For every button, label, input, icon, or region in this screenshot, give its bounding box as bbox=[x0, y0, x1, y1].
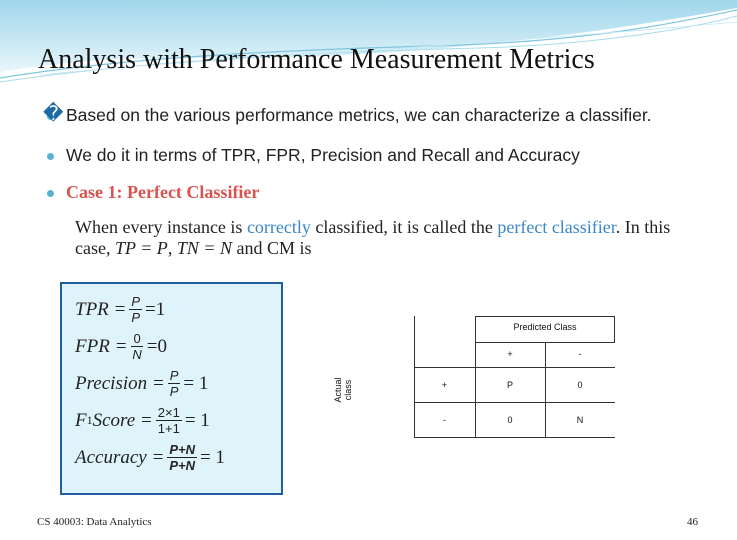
page-number: 46 bbox=[687, 516, 698, 528]
numerator: 0 bbox=[133, 331, 141, 346]
denominator: P+N bbox=[169, 458, 195, 473]
bullet-dot bbox=[47, 153, 54, 160]
formula-tpr bbox=[75, 294, 165, 325]
formula-rhs: = 1 bbox=[183, 372, 209, 394]
denominator: P bbox=[131, 310, 141, 325]
cm-cell-tn: N bbox=[576, 415, 584, 425]
row-header-positive: + bbox=[441, 380, 448, 390]
fraction bbox=[156, 405, 182, 436]
denominator: 1+1 bbox=[157, 421, 180, 436]
case-description bbox=[75, 217, 685, 259]
formula-lhs: FPR = bbox=[75, 335, 128, 357]
formula-box bbox=[60, 282, 283, 495]
bullet-dot bbox=[47, 190, 54, 197]
numerator: P bbox=[169, 368, 179, 383]
col-header-positive: + bbox=[507, 349, 513, 359]
cm-cell-tp: P bbox=[506, 380, 513, 390]
formula-rhs: = 1 bbox=[184, 409, 210, 431]
cm-line bbox=[475, 316, 615, 317]
missing-glyph-icon: � bbox=[43, 101, 64, 125]
formula-rhs: =1 bbox=[145, 298, 166, 320]
formula-accuracy bbox=[75, 442, 225, 473]
formula-lhs: Score = bbox=[92, 409, 153, 431]
predicted-class-label: Predicted Class bbox=[513, 322, 577, 332]
fraction bbox=[130, 331, 143, 362]
subscript: 1 bbox=[86, 413, 93, 427]
formula-lhs: F bbox=[75, 409, 87, 431]
bullet-text: Based on the various performance metrics, we can characterize a classifier. bbox=[66, 105, 652, 125]
col-header-negative: - bbox=[578, 349, 582, 359]
formula-f1 bbox=[75, 405, 210, 436]
highlight-correctly: correctly bbox=[246, 217, 311, 237]
actual-class-label: Actual class bbox=[333, 377, 353, 403]
tp-equation: TP = P bbox=[114, 238, 168, 258]
formula-lhs: TPR = bbox=[75, 298, 127, 320]
denominator: P bbox=[169, 384, 179, 399]
para-text: classified, it is called the bbox=[310, 217, 498, 237]
para-text: , bbox=[167, 238, 177, 258]
slide-title: Analysis with Performance Measurement Metrics bbox=[38, 44, 595, 75]
cm-line bbox=[414, 437, 615, 438]
formula-rhs: =0 bbox=[146, 335, 167, 357]
case-heading: Case 1: Perfect Classifier bbox=[66, 182, 260, 202]
formula-precision bbox=[75, 368, 208, 399]
denominator: N bbox=[132, 347, 142, 362]
footer-course: CS 40003: Data Analytics bbox=[37, 516, 152, 528]
fraction bbox=[168, 368, 181, 399]
para-text: When every instance is bbox=[75, 217, 247, 237]
cm-line bbox=[414, 367, 615, 368]
formula-lhs: Accuracy = bbox=[75, 446, 165, 468]
numerator: P bbox=[131, 294, 141, 309]
bullet-text: We do it in terms of TPR, FPR, Precision and Recall and Accuracy bbox=[66, 145, 580, 165]
row-header-negative: - bbox=[443, 415, 446, 425]
formula-lhs: Precision = bbox=[75, 372, 165, 394]
numerator: 2×1 bbox=[157, 405, 180, 420]
confusion-matrix bbox=[333, 316, 615, 438]
fraction bbox=[129, 294, 142, 325]
para-text: and CM is bbox=[231, 238, 312, 258]
formula-fpr bbox=[75, 331, 167, 362]
cm-line bbox=[414, 402, 615, 403]
cm-cell-fn: 0 bbox=[577, 380, 583, 390]
fraction bbox=[167, 442, 197, 473]
para-text: . In this case, bbox=[75, 217, 671, 258]
cm-cell-fp: 0 bbox=[507, 415, 513, 425]
highlight-perfect-classifier: perfect classifier bbox=[497, 217, 616, 237]
tn-equation: TN = N bbox=[176, 238, 232, 258]
numerator: P+N bbox=[169, 442, 195, 457]
formula-rhs: = 1 bbox=[199, 446, 225, 468]
